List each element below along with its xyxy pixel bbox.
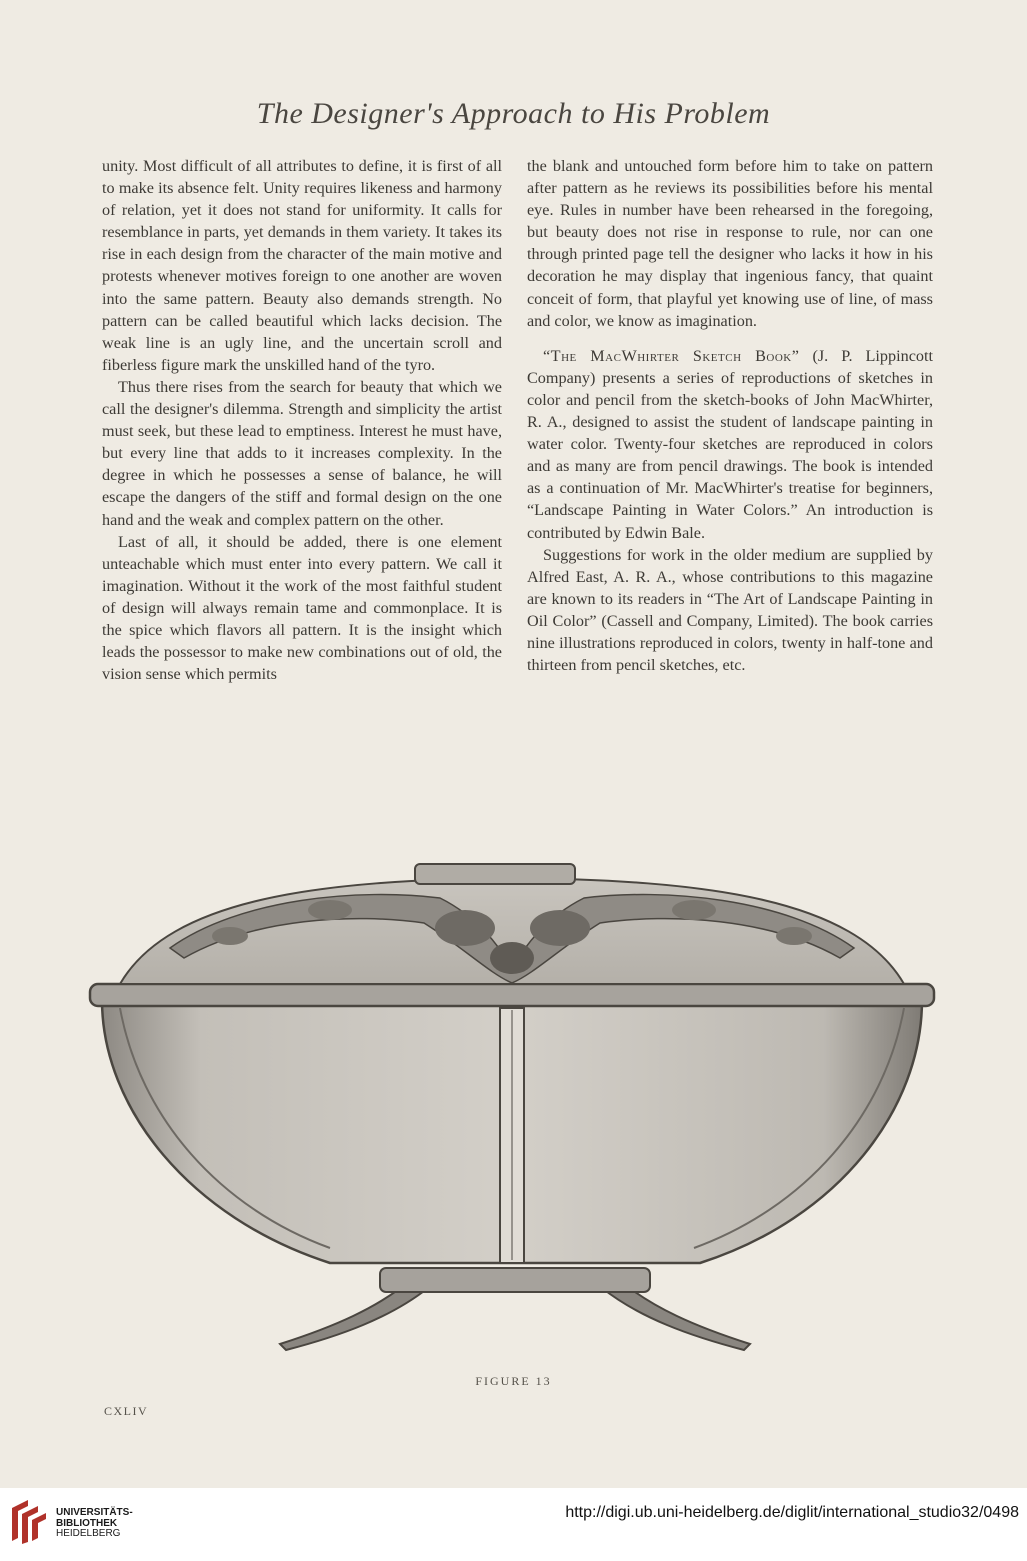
right-column bbox=[527, 155, 933, 676]
paragraph: unity. Most difficult of all attributes to define, it is first of all to make its absence felt. Unity requires likeness and harmony of relation, yet it does not stand for uniformity. It calls for resemblance in parts, yet demands in them variety. It takes its rise in each design from the character of the main motive and protests whenever motives foreign to one another are woven into the same pattern. Beauty also demands strength. No pattern can be called beautiful which lacks decision. The weak line is an ugly line, and the uncertain scroll and fiberless figure mark the unskilled hand of the tyro. bbox=[102, 157, 502, 374]
footer-bar bbox=[0, 1488, 1027, 1561]
book-title: “The MacWhirter Sketch Book” bbox=[543, 346, 800, 365]
institution-line: UNIVERSITÄTS- bbox=[56, 1507, 133, 1518]
institution-name bbox=[56, 1508, 133, 1540]
library-logo-icon bbox=[8, 1498, 50, 1544]
book-review-paragraph bbox=[527, 345, 933, 544]
base-ring bbox=[380, 1268, 650, 1292]
lid-handle bbox=[415, 864, 575, 884]
page-number: CXLIV bbox=[104, 1404, 149, 1418]
book-review-text: (J. P. Lippincott Company) presents a series of reproductions of sketches in color and pencil from the sketch-books of John MacWhirter, R. A., designed to assist the student of landscape painting in water color. Twenty-four sketches are reproduced in colors and as many are from pencil drawings. The book is intended as a continuation of Mr. MacWhirter's treatise for beginners, “Landscape Painting in Water Colors.” An introduction is contributed by Edwin Bale. bbox=[527, 346, 933, 542]
source-url[interactable]: http://digi.ub.uni-heidelberg.de/diglit/international_studio32/0498 bbox=[565, 1504, 1019, 1521]
bowl-rim bbox=[90, 984, 934, 1006]
running-header: The Designer's Approach to His Problem bbox=[256, 97, 771, 130]
figure-caption: FIGURE 13 bbox=[475, 1374, 552, 1388]
paragraph: the blank and untouched form before him to take on pattern after pattern as he reviews its possibilities before his mental eye. Rules in number have been rehearsed in the foregoing, but beauty does not rise in response to rule, nor can one through printed page tell the designer who lacks it how in his decoration he may display that ingenious fancy, that quaint conceit of form, that playful yet knowing use of line, of mass and color, we know as imagination. bbox=[527, 157, 933, 330]
paragraph: Thus there rises from the search for beauty that which we call the designer's dilemma. Strength and simplicity the artist must seek, but these lead to emptiness. Interest he must have, but every line that adds to it increases complexity. In the degree in which he possesses a sense of balance, he will escape the dangers of the stiff and formal design on the one hand and the weak and complex pattern on the other. bbox=[102, 377, 502, 529]
paragraph: Last of all, it should be added, there is one element unteachable which must enter into every pattern. We call it imagination. Without it the work of the most faithful student of design will always remain tame and commonplace. It is the spice which flavors all pattern. It is the insight which leads the possessor to make new combinations out of old, the vision sense which permits bbox=[102, 532, 502, 684]
institution-line: BIBLIOTHEK bbox=[56, 1517, 118, 1529]
bowl-illustration bbox=[80, 858, 950, 1378]
paragraph: Suggestions for work in the older medium are supplied by Alfred East, A. R. A., whose contributions to this magazine are known to its readers in “The Art of Landscape Painting in Oil Color” (Cassell and Company, Limited). The book carries nine illustrations reproduced in colors, twenty in half-tone and thirteen from pencil sketches, etc. bbox=[527, 545, 933, 675]
left-column bbox=[102, 155, 502, 685]
institution-line: HEIDELBERG bbox=[56, 1528, 121, 1539]
